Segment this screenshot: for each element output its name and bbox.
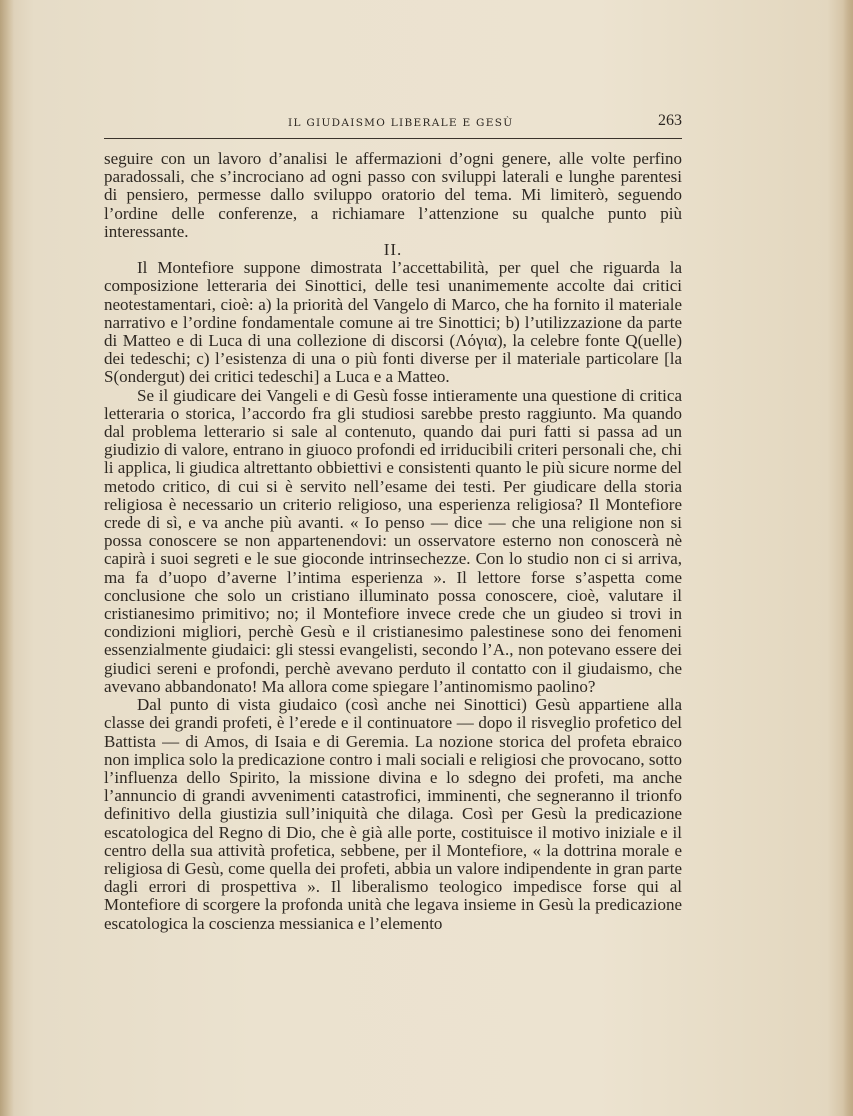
section-heading: II. [383,240,403,260]
paragraph-sources: Il Montefiore suppone dimostrata l’accettabilità, per quel che riguarda la composizione letteraria dei Sinottici, delle tesi unanimemente accolte dai critici neotestamentari, cioè: a) la priorità del Vangelo di Marco, che ha fornito il materiale narrativo e l’ordine fondamentale comune ai tre Sinottici; b) l’utilizzazione da parte di Matteo e di Luca di una collezione di discorsi (Λόγια), la celebre fonte Q(uelle) dei tedeschi; c) l’esistenza di una o più fonti diverse per il materiale particolare [la S(ondergut) dei critici tedeschi] a Luca e a Matteo. [104,258,682,387]
paragraph-criteria: Se il giudicare dei Vangeli e di Gesù fosse intieramente una questione di critica letteraria o storica, l’accordo fra gli studiosi sarebbe presto raggiunto. Ma quando dal problema letterario si sale al contenuto, quando dai puri fatti si passa ad un giudizio di valore, entrano in giuoco profondi ed irriducibili criteri personali che, chi li applica, li giudica altrettanto obbiettivi e consistenti quanto le più sicure norme del metodo critico, di cui si è servito nell’esame dei testi. Per giudicare della storia religiosa è necessario un criterio religioso, una esperienza religiosa? Il Montefiore crede di sì, e va anche più avanti. « Io penso — dice — che una religione non si possa conoscere se non appartenendovi: un osservatore esterno non conoscerà nè capirà i suoi segreti e le sue gioconde intrinsechezze. Con lo studio non ci si arriva, ma fa d’uopo d’averne l’intima esperienza ». Il lettore forse s’aspetta come conclusione che solo un cristiano illuminato possa conoscere, cioè, valutare il cristianesimo primitivo; no; il Montefiore invece crede che un giudeo si trovi in condizioni migliori, perchè Gesù e il cristianesimo palestinese sono dei fenomeni essenzialmente giudaici: gli stessi evangelisti, secondo l’A., non potevano essere dei giudici sereni e profondi, perchè avevano perduto il contatto con il giudaismo, che avevano abbandonato! Ma allora come spiegare l’antinomismo paolino? [104,385,682,696]
page-spine-shadow [0,0,14,1116]
paragraph-prophet: Dal punto di vista giudaico (così anche nei Sinottici) Gesù appartiene alla classe dei grandi profeti, è l’erede e il continuatore — dopo il risveglio profetico del Battista — di Amos, di Isaia e di Geremia. La nozione storica del profeta ebraico non implica solo la predicazione contro i mali sociali e religiosi che provocano, sotto l’influenza dello Spirito, la missione divina e lo sdegno dei profeti, ma anche l’annuncio di grandi avvenimenti catastrofici, imminenti, che segneranno il trionfo definitivo della giustizia sull’iniquità che dilaga. Così per Gesù la predicazione escatologica del Regno di Dio, che è già alle porte, costituisce il motivo iniziale e il centro della sua attività profetica, sebbene, per il Montefiore, « la dottrina morale e religiosa di Gesù, come quella dei profeti, abbia un valore indipendente in gran parte dagli errori di prospettiva ». Il liberalismo teologico impedisce forse qui al Montefiore di scorgere la profonda unità che legava insieme in Gesù la predicazione escatologica la coscienza messianica e l’elemento [104,695,682,933]
page-edge-shadow [843,0,853,1116]
body-text [104,150,682,933]
page-number: 263 [658,112,682,129]
running-header [104,112,682,139]
running-title: IL GIUDAISMO LIBERALE E GESÙ [288,117,514,129]
paragraph-continuation: seguire con un lavoro d’analisi le affermazioni d’ogni genere, alle volte perfino paradossali, che s’incrociano ad ogni passo con sviluppi laterali e lunghe parentesi di pensiero, permesse dallo sviluppo oratorio del tema. Mi limiterò, seguendo l’ordine delle conferenze, a richiamare l’attenzione su qualche punto più interessante. [104,149,682,241]
